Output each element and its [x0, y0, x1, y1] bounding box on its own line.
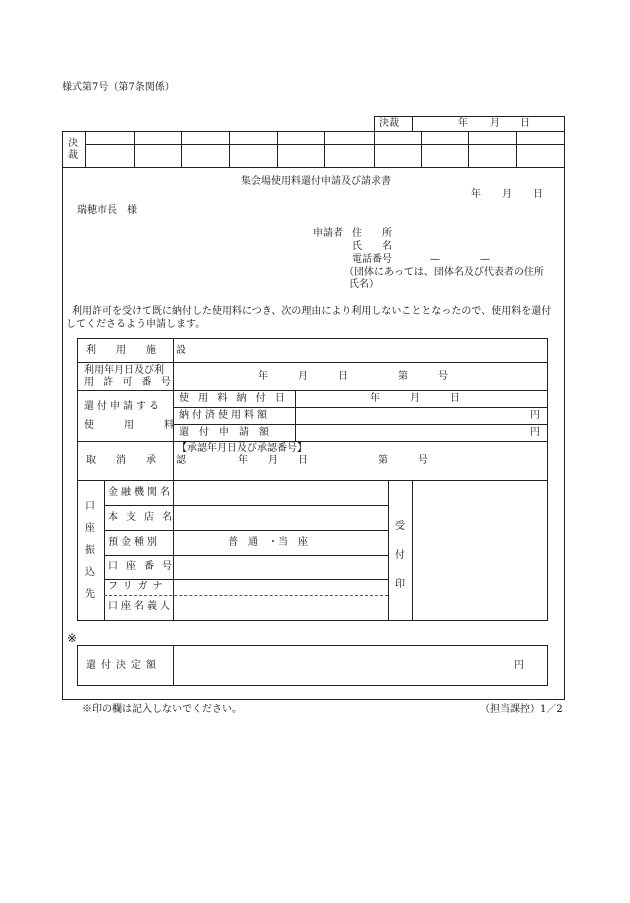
kessai-side-label-1: 決	[68, 138, 78, 149]
paid-date-value: 年 月 日	[370, 393, 460, 404]
refund-amount-unit: 円	[530, 427, 540, 438]
paid-amount-label: 納付済使用料額	[179, 410, 270, 421]
office-use-mark: ※	[67, 631, 78, 645]
date-year: 年	[471, 189, 481, 200]
refund-label-1: 還付申請する	[84, 401, 162, 412]
facility-label: 利 用 施 設	[86, 345, 191, 356]
cancel-value: 年 月 日 第 号	[238, 455, 428, 466]
applicant-name-label: 氏 名	[352, 241, 392, 252]
date-permit-value: 年 月 日 第 号	[258, 371, 448, 382]
kessai-date-year: 年	[458, 118, 468, 129]
cancel-note: 【承認年月日及び承認番号】	[177, 443, 307, 454]
decision-unit: 円	[514, 660, 524, 671]
footer-right: （担当課控）1／2	[480, 704, 563, 715]
kessai-date-day: 日	[520, 118, 530, 129]
bank-side-label: 口 座 振 込 先	[85, 501, 95, 600]
date-month: 月	[502, 189, 512, 200]
kessai-top-label: 決裁	[379, 118, 399, 129]
kessai-top-box	[374, 116, 565, 132]
kessai-grid	[62, 131, 565, 168]
applicant-label: 申請者	[313, 228, 343, 239]
addressee: 瑞穂市長 様	[77, 205, 137, 216]
applicant-address-label: 住 所	[352, 228, 392, 239]
decision-label: 還付決定額	[86, 660, 161, 671]
form-number: 様式第7号（第7条関係）	[62, 82, 175, 93]
bank-deposit-type-label: 預金種別	[108, 537, 160, 548]
paid-amount-unit: 円	[530, 410, 540, 421]
bank-branch-label: 本支店名	[108, 512, 180, 523]
bank-institution-label: 金融機関名	[108, 487, 173, 498]
bank-deposit-type-value: 普 通 ・当 座	[228, 537, 308, 548]
cancel-label: 取 消 承 認	[86, 455, 191, 466]
intro-line-1: 利用許可を受けて既に納付した使用料につき、次の理由により利用しないこととなったので、使用料を還付	[72, 306, 552, 317]
footer-note: ※印の欄は記入しないでください。	[82, 704, 242, 715]
refund-label-2: 使 用 料	[84, 420, 174, 431]
date-permit-label-2: 用 許 可 番 号	[84, 377, 174, 388]
date-permit-label-1: 利用年月日及び利	[84, 365, 164, 376]
bank-holder-label: 口座名義人	[108, 601, 173, 612]
applicant-note-1: （団体にあっては、団体名及び代表者の住所	[344, 267, 544, 278]
bank-furigana-label: フリガナ	[108, 581, 168, 592]
paid-date-label: 使 用 料 納 付 日	[179, 393, 288, 404]
applicant-phone-dash: — —	[430, 254, 490, 265]
applicant-phone-label: 電話番号	[352, 254, 392, 265]
date-day: 日	[533, 189, 543, 200]
applicant-note-2: 氏名）	[349, 279, 379, 290]
intro-line-2: してくださるよう申請します。	[66, 319, 206, 330]
form-title: 集会場使用料還付申請及び請求書	[241, 176, 391, 187]
bank-account-number-label: 口座番号	[108, 561, 180, 572]
refund-amount-label: 還 付 申 請 額	[179, 427, 269, 438]
stamp-label: 受 付 印	[395, 521, 405, 590]
kessai-side-label-2: 裁	[68, 150, 78, 161]
kessai-date-month: 月	[490, 118, 500, 129]
